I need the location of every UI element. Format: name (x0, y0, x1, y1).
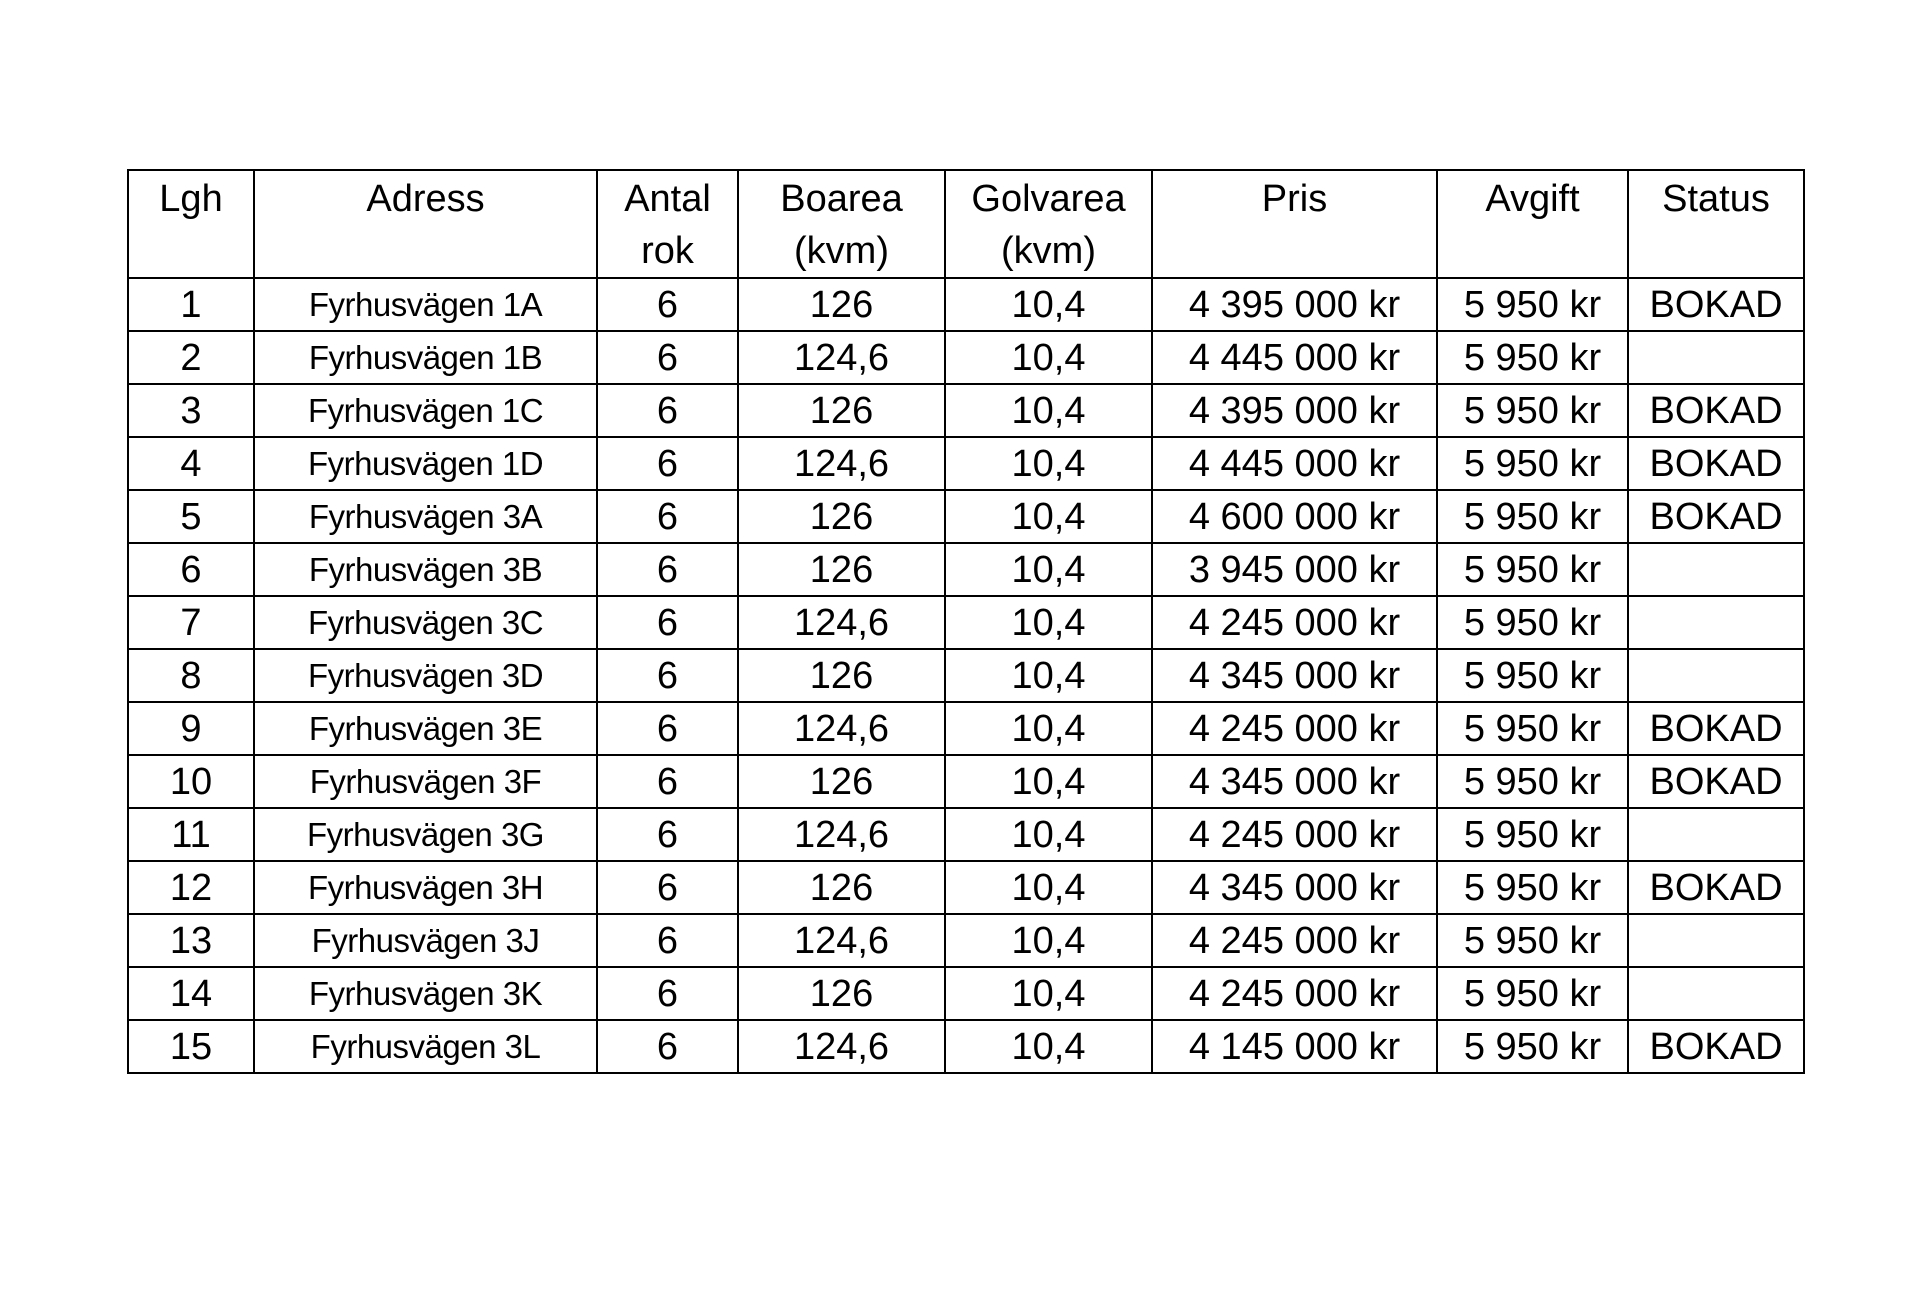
cell-adress: Fyrhusvägen 3K (254, 967, 597, 1020)
cell-golvarea: 10,4 (945, 967, 1152, 1020)
cell-lgh: 11 (128, 808, 254, 861)
cell-golvarea: 10,4 (945, 914, 1152, 967)
cell-adress: Fyrhusvägen 1C (254, 384, 597, 437)
cell-antal-rok: 6 (597, 861, 738, 914)
column-header-golvarea (945, 170, 1152, 278)
column-header-text: (kvm) (794, 230, 889, 272)
cell-adress: Fyrhusvägen 1A (254, 278, 597, 331)
cell-lgh: 4 (128, 437, 254, 490)
cell-boarea: 124,6 (738, 331, 945, 384)
cell-boarea: 126 (738, 755, 945, 808)
cell-golvarea: 10,4 (945, 596, 1152, 649)
table-row (128, 331, 1804, 384)
cell-avgift: 5 950 kr (1437, 967, 1628, 1020)
cell-pris: 4 345 000 kr (1152, 755, 1437, 808)
cell-pris: 4 445 000 kr (1152, 437, 1437, 490)
table-row (128, 1020, 1804, 1073)
cell-avgift: 5 950 kr (1437, 384, 1628, 437)
cell-pris: 4 145 000 kr (1152, 1020, 1437, 1073)
cell-avgift: 5 950 kr (1437, 914, 1628, 967)
cell-lgh: 5 (128, 490, 254, 543)
cell-boarea: 126 (738, 543, 945, 596)
column-header-text: Boarea (780, 178, 903, 220)
cell-pris: 4 245 000 kr (1152, 914, 1437, 967)
table-row (128, 967, 1804, 1020)
table-row (128, 596, 1804, 649)
cell-boarea: 124,6 (738, 808, 945, 861)
table-row (128, 702, 1804, 755)
cell-boarea: 124,6 (738, 437, 945, 490)
cell-boarea: 126 (738, 278, 945, 331)
cell-boarea: 126 (738, 490, 945, 543)
cell-golvarea: 10,4 (945, 702, 1152, 755)
column-header-boarea (738, 170, 945, 278)
cell-adress: Fyrhusvägen 3H (254, 861, 597, 914)
cell-status (1628, 543, 1804, 596)
cell-adress: Fyrhusvägen 3F (254, 755, 597, 808)
column-header-text: Pris (1261, 178, 1328, 220)
cell-status: BOKAD (1628, 437, 1804, 490)
cell-status (1628, 967, 1804, 1020)
cell-lgh: 1 (128, 278, 254, 331)
table-row (128, 543, 1804, 596)
apartment-table (127, 169, 1805, 1074)
cell-antal-rok: 6 (597, 1020, 738, 1073)
cell-adress: Fyrhusvägen 1B (254, 331, 597, 384)
cell-antal-rok: 6 (597, 649, 738, 702)
cell-pris: 4 245 000 kr (1152, 596, 1437, 649)
table-row (128, 755, 1804, 808)
cell-avgift: 5 950 kr (1437, 649, 1628, 702)
cell-antal-rok: 6 (597, 914, 738, 967)
column-header-pris (1152, 170, 1437, 278)
cell-antal-rok: 6 (597, 808, 738, 861)
cell-boarea: 124,6 (738, 1020, 945, 1073)
cell-adress: Fyrhusvägen 3C (254, 596, 597, 649)
cell-antal-rok: 6 (597, 384, 738, 437)
cell-pris: 3 945 000 kr (1152, 543, 1437, 596)
cell-antal-rok: 6 (597, 437, 738, 490)
cell-avgift: 5 950 kr (1437, 331, 1628, 384)
cell-status (1628, 649, 1804, 702)
cell-antal-rok: 6 (597, 543, 738, 596)
cell-status: BOKAD (1628, 384, 1804, 437)
cell-lgh: 9 (128, 702, 254, 755)
cell-golvarea: 10,4 (945, 1020, 1152, 1073)
cell-boarea: 124,6 (738, 596, 945, 649)
cell-golvarea: 10,4 (945, 649, 1152, 702)
cell-golvarea: 10,4 (945, 278, 1152, 331)
column-header-antal-rok (597, 170, 738, 278)
table-row (128, 437, 1804, 490)
table-row (128, 384, 1804, 437)
cell-antal-rok: 6 (597, 702, 738, 755)
column-header-text: Lgh (159, 178, 223, 220)
cell-avgift: 5 950 kr (1437, 596, 1628, 649)
cell-status (1628, 596, 1804, 649)
table-header-row (128, 170, 1804, 278)
cell-avgift: 5 950 kr (1437, 755, 1628, 808)
cell-pris: 4 245 000 kr (1152, 702, 1437, 755)
column-header-text: Status (1662, 178, 1770, 220)
table-row (128, 490, 1804, 543)
cell-pris: 4 245 000 kr (1152, 967, 1437, 1020)
cell-pris: 4 445 000 kr (1152, 331, 1437, 384)
cell-golvarea: 10,4 (945, 384, 1152, 437)
column-header-text: Golvarea (971, 178, 1126, 220)
cell-adress: Fyrhusvägen 3A (254, 490, 597, 543)
cell-boarea: 126 (738, 861, 945, 914)
cell-golvarea: 10,4 (945, 543, 1152, 596)
cell-lgh: 13 (128, 914, 254, 967)
cell-lgh: 12 (128, 861, 254, 914)
cell-lgh: 15 (128, 1020, 254, 1073)
cell-antal-rok: 6 (597, 331, 738, 384)
cell-status: BOKAD (1628, 278, 1804, 331)
cell-golvarea: 10,4 (945, 437, 1152, 490)
cell-golvarea: 10,4 (945, 490, 1152, 543)
column-header-adress (254, 170, 597, 278)
cell-avgift: 5 950 kr (1437, 808, 1628, 861)
column-header-text: (kvm) (1001, 230, 1096, 272)
column-header-text: Antal (624, 178, 711, 220)
cell-lgh: 7 (128, 596, 254, 649)
table-body (128, 278, 1804, 1073)
cell-golvarea: 10,4 (945, 861, 1152, 914)
cell-lgh: 3 (128, 384, 254, 437)
column-header-avgift (1437, 170, 1628, 278)
cell-pris: 4 395 000 kr (1152, 384, 1437, 437)
cell-adress: Fyrhusvägen 3B (254, 543, 597, 596)
cell-antal-rok: 6 (597, 278, 738, 331)
column-header-status (1628, 170, 1804, 278)
cell-adress: Fyrhusvägen 1D (254, 437, 597, 490)
cell-antal-rok: 6 (597, 490, 738, 543)
cell-pris: 4 345 000 kr (1152, 649, 1437, 702)
table-row (128, 808, 1804, 861)
cell-golvarea: 10,4 (945, 755, 1152, 808)
column-header-lgh (128, 170, 254, 278)
cell-avgift: 5 950 kr (1437, 702, 1628, 755)
cell-avgift: 5 950 kr (1437, 490, 1628, 543)
column-header-text: Avgift (1485, 178, 1580, 220)
cell-boarea: 126 (738, 649, 945, 702)
cell-adress: Fyrhusvägen 3E (254, 702, 597, 755)
cell-golvarea: 10,4 (945, 808, 1152, 861)
cell-status (1628, 331, 1804, 384)
table-row (128, 278, 1804, 331)
cell-golvarea: 10,4 (945, 331, 1152, 384)
cell-avgift: 5 950 kr (1437, 861, 1628, 914)
cell-adress: Fyrhusvägen 3D (254, 649, 597, 702)
table-row (128, 649, 1804, 702)
cell-status: BOKAD (1628, 755, 1804, 808)
table-row (128, 861, 1804, 914)
cell-boarea: 126 (738, 967, 945, 1020)
cell-pris: 4 600 000 kr (1152, 490, 1437, 543)
cell-antal-rok: 6 (597, 967, 738, 1020)
cell-lgh: 10 (128, 755, 254, 808)
cell-adress: Fyrhusvägen 3G (254, 808, 597, 861)
cell-pris: 4 245 000 kr (1152, 808, 1437, 861)
cell-avgift: 5 950 kr (1437, 437, 1628, 490)
cell-avgift: 5 950 kr (1437, 543, 1628, 596)
cell-pris: 4 395 000 kr (1152, 278, 1437, 331)
cell-status: BOKAD (1628, 702, 1804, 755)
table-row (128, 914, 1804, 967)
cell-status: BOKAD (1628, 861, 1804, 914)
column-header-text: rok (641, 230, 694, 272)
cell-adress: Fyrhusvägen 3J (254, 914, 597, 967)
cell-avgift: 5 950 kr (1437, 1020, 1628, 1073)
cell-lgh: 8 (128, 649, 254, 702)
cell-status (1628, 808, 1804, 861)
cell-lgh: 6 (128, 543, 254, 596)
cell-status (1628, 914, 1804, 967)
apartment-list-document (127, 169, 1805, 1074)
cell-antal-rok: 6 (597, 596, 738, 649)
column-header-text: Adress (366, 178, 485, 220)
cell-boarea: 124,6 (738, 914, 945, 967)
cell-status: BOKAD (1628, 490, 1804, 543)
cell-pris: 4 345 000 kr (1152, 861, 1437, 914)
cell-lgh: 2 (128, 331, 254, 384)
cell-adress: Fyrhusvägen 3L (254, 1020, 597, 1073)
cell-avgift: 5 950 kr (1437, 278, 1628, 331)
cell-status: BOKAD (1628, 1020, 1804, 1073)
cell-lgh: 14 (128, 967, 254, 1020)
cell-boarea: 126 (738, 384, 945, 437)
cell-boarea: 124,6 (738, 702, 945, 755)
cell-antal-rok: 6 (597, 755, 738, 808)
